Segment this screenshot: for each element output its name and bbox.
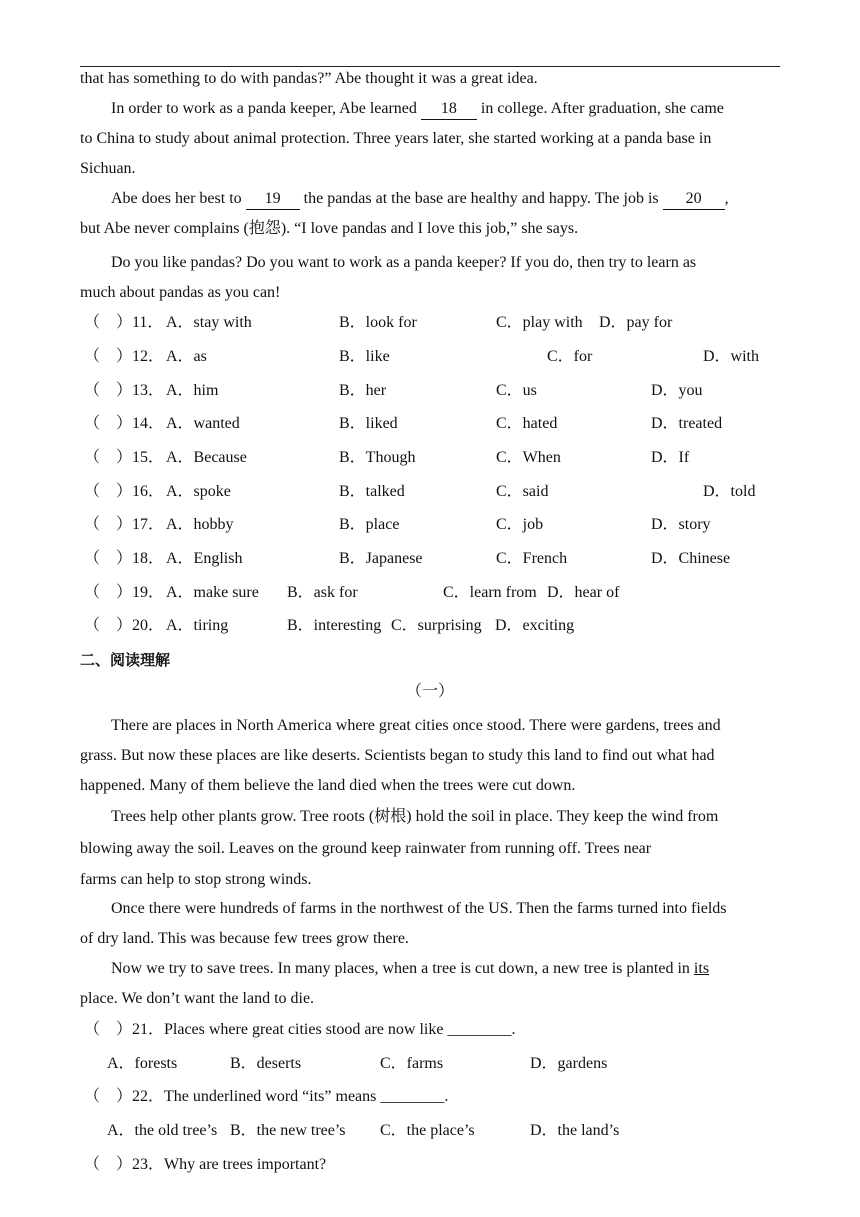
answer-paren[interactable]: （ ） [84, 1088, 133, 1105]
option-d: D．exciting [495, 617, 575, 634]
option-a: A．Because [166, 449, 247, 466]
option-b: B．Japanese [339, 550, 423, 567]
option-c: C．hated [496, 415, 558, 432]
answer-paren[interactable]: （ ） [84, 550, 133, 567]
passage-line: grass. But now these places are like deserts. Scientists began to study this land to find out what had [80, 747, 715, 764]
header-rule [80, 66, 780, 67]
passage-line: Now we try to save trees. In many places, when a tree is cut down, a new tree is planted in its [111, 960, 710, 977]
question-text: 22．The underlined word “its” means ________. [132, 1088, 449, 1105]
answer-paren[interactable]: （ ） [84, 483, 133, 500]
option-c: C．for [547, 348, 593, 365]
question-number: 17． [132, 516, 165, 533]
passage-line: Once there were hundreds of farms in the northwest of the US. Then the farms turned into fields [111, 900, 727, 917]
section-heading: 二、阅读理解 [80, 651, 171, 669]
underlined-word: its [693, 960, 710, 977]
option-b: B．deserts [230, 1055, 302, 1072]
option-d: D．with [703, 348, 760, 365]
passage-line: There are places in North America where great cities once stood. There were gardens, trees and [111, 717, 721, 734]
answer-paren[interactable]: （ ） [84, 382, 133, 399]
passage-line: place. We don’t want the land to die. [80, 990, 315, 1007]
option-c: C．French [496, 550, 568, 567]
option-a: A．him [166, 382, 219, 399]
option-b: B．the new tree’s [230, 1122, 346, 1139]
question-number: 18． [132, 550, 165, 567]
passage-line: Sichuan. [80, 160, 136, 177]
passage-line: farms can help to stop strong winds. [80, 871, 312, 888]
option-a: A．forests [107, 1055, 178, 1072]
answer-paren[interactable]: （ ） [84, 449, 133, 466]
answer-paren[interactable]: （ ） [84, 415, 133, 432]
answer-paren[interactable]: （ ） [84, 584, 133, 601]
passage-line: In order to work as a panda keeper, Abe learned 18 in college. After graduation, she came [111, 99, 724, 120]
option-d: D．story [651, 516, 711, 533]
question-text: 21．Places where great cities stood are now like ________. [132, 1021, 516, 1038]
option-b: B．like [339, 348, 390, 365]
question-text: 23．Why are trees important? [132, 1156, 327, 1173]
option-d: D．hear of [547, 584, 620, 601]
answer-paren[interactable]: （ ） [84, 314, 133, 331]
passage-line: Do you like pandas? Do you want to work as a panda keeper? If you do, then try to learn as [111, 254, 697, 271]
option-c: C．the place’s [380, 1122, 475, 1139]
option-d: D．the land’s [530, 1122, 620, 1139]
passage-line: that has something to do with pandas?” Abe thought it was a great idea. [80, 70, 538, 87]
option-a: A．make sure [166, 584, 259, 601]
option-b: B．ask for [287, 584, 358, 601]
passage-line: much about pandas as you can! [80, 284, 281, 301]
option-b: B．interesting [287, 617, 382, 634]
option-c: C．us [496, 382, 537, 399]
answer-paren[interactable]: （ ） [84, 1021, 133, 1038]
option-d: D．treated [651, 415, 723, 432]
option-c: C．play with [496, 314, 583, 331]
question-number: 12． [132, 348, 165, 365]
option-b: B．her [339, 382, 387, 399]
option-a: A．wanted [166, 415, 240, 432]
option-d: D．If [651, 449, 690, 466]
answer-paren[interactable]: （ ） [84, 348, 133, 365]
option-d: D．Chinese [651, 550, 731, 567]
passage-line: blowing away the soil. Leaves on the ground keep rainwater from running off. Trees near [80, 840, 652, 857]
passage-label: （一） [405, 683, 454, 700]
option-b: B．place [339, 516, 400, 533]
option-d: D．pay for [599, 314, 673, 331]
option-d: D．told [703, 483, 756, 500]
passage-line: of dry land. This was because few trees grow there. [80, 930, 409, 947]
passage-line: to China to study about animal protection. Three years later, she started working at a panda base in [80, 130, 712, 147]
option-c: C．job [496, 516, 544, 533]
question-number: 15． [132, 449, 165, 466]
cloze-blank-19: 19 [246, 189, 300, 210]
option-a: A．tiring [166, 617, 229, 634]
option-a: A．English [166, 550, 243, 567]
option-d: D．you [651, 382, 703, 399]
question-number: 19． [132, 584, 165, 601]
option-b: B．Though [339, 449, 416, 466]
option-b: B．talked [339, 483, 405, 500]
cloze-blank-18: 18 [421, 99, 477, 120]
answer-paren[interactable]: （ ） [84, 516, 133, 533]
question-number: 14． [132, 415, 165, 432]
option-a: A．as [166, 348, 207, 365]
option-c: C．When [496, 449, 561, 466]
passage-line: Trees help other plants grow. Tree roots (树根) hold the soil in place. They keep the wind from [111, 808, 719, 825]
option-a: A．hobby [166, 516, 234, 533]
question-number: 20． [132, 617, 165, 634]
option-c: C．surprising [391, 617, 482, 634]
option-c: C．said [496, 483, 549, 500]
option-b: B．look for [339, 314, 417, 331]
cloze-blank-20: 20 [663, 189, 725, 210]
passage-line: Abe does her best to 19 the pandas at the base are healthy and happy. The job is 20 , [111, 189, 729, 210]
option-a: A．the old tree’s [107, 1122, 218, 1139]
option-a: A．stay with [166, 314, 252, 331]
option-d: D．gardens [530, 1055, 608, 1072]
option-c: C．farms [380, 1055, 444, 1072]
passage-line: happened. Many of them believe the land died when the trees were cut down. [80, 777, 576, 794]
question-number: 16． [132, 483, 165, 500]
question-number: 11． [132, 314, 164, 331]
option-b: B．liked [339, 415, 398, 432]
option-a: A．spoke [166, 483, 231, 500]
answer-paren[interactable]: （ ） [84, 1156, 133, 1173]
question-number: 13． [132, 382, 165, 399]
passage-line: but Abe never complains (抱怨). “I love pandas and I love this job,” she says. [80, 220, 579, 237]
answer-paren[interactable]: （ ） [84, 617, 133, 634]
option-c: C．learn from [443, 584, 537, 601]
